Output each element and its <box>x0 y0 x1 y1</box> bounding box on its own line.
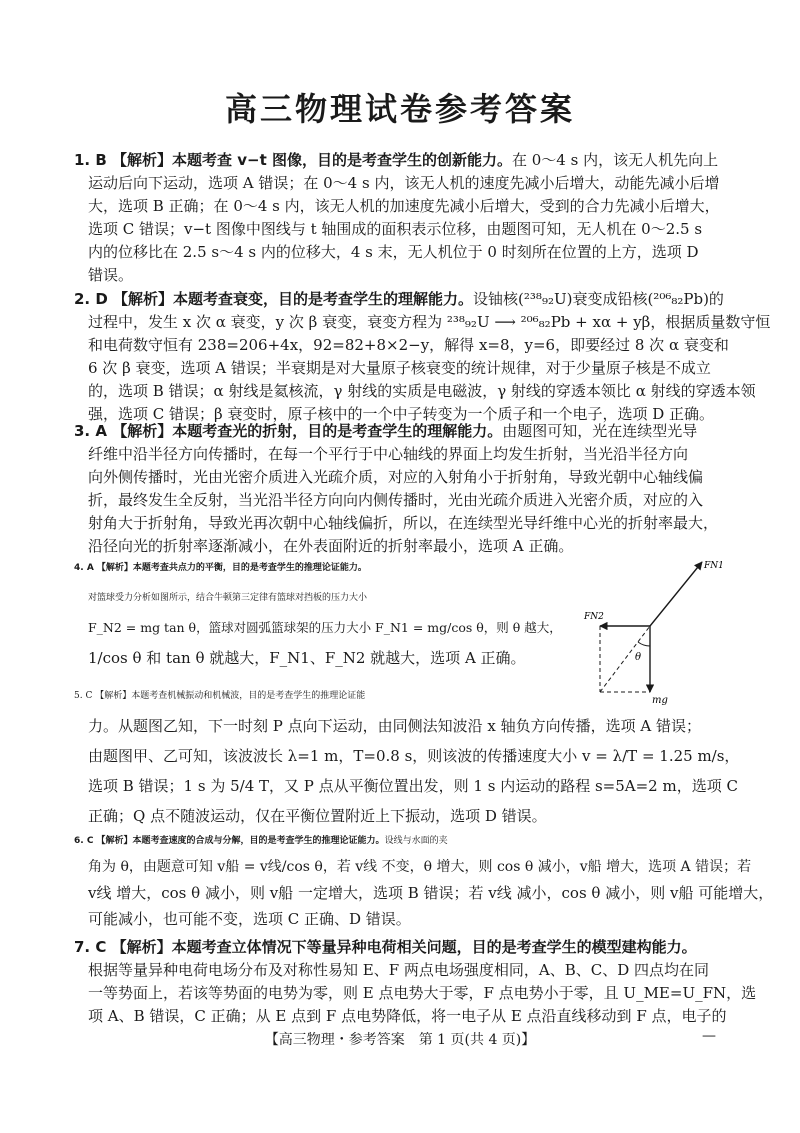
theta-arc <box>638 642 650 646</box>
answer-line: 内的位移比在 2.5 s～4 s 内的位移大，4 s 末，无人机位于 0 时刻所在位置的上方，选项 D <box>88 243 699 261</box>
analysis-heading: 7. C 【解析】本题考查立体情况下等量异种电荷相关问题，目的是考查学生的模型建构能力。 <box>74 938 697 956</box>
answer-line: 强，选项 C 错误；β 衰变时，原子核中的一个中子转变为一个质子和一个电子，选项 D 正确。 <box>88 405 715 423</box>
answer-line: 力。从题图乙知，下一时刻 P 点向下运动，由同侧法知波沿 x 轴负方向传播，选项 A 错误； <box>88 717 701 735</box>
page-footer: 【高三物理・参考答案 第 1 页(共 4 页)】 <box>264 1032 536 1048</box>
answer-line: 折，最终发生全反射，当光沿半径方向向内侧传播时，光由光疏介质进入光密介质，对应的入 <box>88 491 704 509</box>
answer-line: 1/cos θ 和 tan θ 就越大，F_N1、F_N2 就越大，选项 A 正确。 <box>88 649 526 667</box>
answer-line: 和电荷数守恒有 238=206+4x，92=82+8×2−y，解得 x=8，y=6，即要经过 8 次 α 衰变和 <box>88 336 729 354</box>
answer-line: 正确；Q 点不随波运动，仅在平衡位置附近上下振动，选项 D 错误。 <box>88 807 547 825</box>
answer-4 <box>74 553 562 673</box>
answer-line: 项 A、B 错误，C 正确；从 E 点到 F 点电势降低，将一电子从 E 点沿直线移动到 F 点，电子的 <box>88 1007 727 1025</box>
analysis-heading: 6. C 【解析】本题考查速度的合成与分解，目的是考查学生的推理论证能力。 <box>74 836 385 846</box>
analysis-heading: 1. B 【解析】本题考查 v−t 图像，目的是考查学生的创新能力。 <box>74 151 512 169</box>
fn1-arrow <box>650 562 702 626</box>
answer-line: 向外侧传播时，光由光密介质进入光疏介质，对应的入射角小于折射角，导致光朝中心轴线偏 <box>88 468 704 486</box>
answer-line: 错误。 <box>88 266 134 284</box>
answer-1 <box>74 149 720 287</box>
theta-label: θ <box>635 652 642 663</box>
answer-line: 大，选项 B 正确；在 0～4 s 内，该无人机的加速度先减小后增大，受到的合力先减小后增大， <box>88 197 720 215</box>
answer-5 <box>74 681 739 831</box>
footer-mark: — <box>702 1028 716 1044</box>
fn2-label: FN2 <box>584 612 604 622</box>
answer-line: 纤维中沿半径方向传播时，在每一个平行于中心轴线的界面上均发生折射，当光沿半径方向 <box>88 445 689 463</box>
answer-7 <box>74 936 756 1028</box>
answer-line: F_N2 = mg tan θ，篮球对圆弧篮球架的压力大小 F_N1 = mg/cos θ，则 θ 越大， <box>88 620 562 635</box>
fn1-label: FN1 <box>704 561 724 571</box>
answer-line: 一等势面上，若该等势面的电势为零，则 E 点电势大于零，F 点电势小于零，且 U_ME=U_FN，选 <box>88 984 757 1002</box>
answer-line: 对篮球受力分析如图所示，结合牛顿第三定律有篮球对挡板的压力大小 <box>88 593 368 603</box>
answer-line: 沿径向光的折射率逐渐减小，在外表面附近的折射率最小，选项 A 正确。 <box>88 537 574 555</box>
analysis-heading: 3. A 【解析】本题考查光的折射，目的是考查学生的理解能力。 <box>74 422 503 440</box>
mg-label: mg <box>652 695 668 706</box>
answer-line <box>74 553 562 583</box>
page-title: 高三物理试卷参考答案 <box>224 90 575 128</box>
answer-line: 运动后向下运动，选项 A 错误；在 0～4 s 内，该无人机的速度先减小后增大，动能先减小后增 <box>88 174 720 192</box>
answer-line: 6 次 β 衰变，选项 A 错误；半衰期是对大量原子核衰变的统计规律，对于少量原子核是不成立 <box>88 359 711 377</box>
answer-3 <box>74 420 718 558</box>
answer-line: 根据等量异种电荷电场分布及对称性易知 E、F 两点电场强度相同，A、B、C、D 四点均在同 <box>88 961 710 979</box>
answer-line: 角为 θ，由题意可知 v船 = v线/cos θ，若 v线 不变，θ 增大，则 cos θ 减小，v船 增大，选项 A 错误；若 <box>88 859 752 875</box>
answer-line: v线 增大，cos θ 减小，则 v船 一定增大，选项 B 错误；若 v线 减小，cos θ 减小，则 v船 可能增大， <box>88 884 774 902</box>
answer-2 <box>74 288 770 426</box>
answer-line: 5. C 【解析】本题考查机械振动和机械波，目的是考查学生的推理论证能 <box>74 691 366 701</box>
answer-line: 2. D 【解析】本题考查衰变，目的是考查学生的理解能力。设铀核(²³⁸₉₂U)衰变成铅核(²⁰⁶₈₂Pb)的 <box>74 290 724 308</box>
answer-line: 由题图甲、乙可知，该波波长 λ=1 m，T=0.8 s，则该波的传播速度大小 v = λ/T = 1.25 m/s， <box>88 747 740 765</box>
answer-line: 过程中，发生 x 次 α 衰变，y 次 β 衰变，衰变方程为 ²³⁸₉₂U ⟶ ²⁰⁶₈₂Pb + xα + yβ，根据质量数守恒 <box>88 313 771 331</box>
analysis-heading: 2. D 【解析】本题考查衰变，目的是考查学生的理解能力。 <box>74 290 474 308</box>
answer-line <box>74 936 756 959</box>
answer-line: 可能减小，也可能不变，选项 C 正确、D 错误。 <box>88 910 411 928</box>
answer-line: 选项 C 错误；v−t 图像中图线与 t 轴围成的面积表示位移，由题图可知，无人机在 0～2.5 s <box>88 220 703 238</box>
analysis-heading: 4. A 【解析】本题考查共点力的平衡，目的是考查学生的推理论证能力。 <box>74 563 367 573</box>
answer-line: 射角大于折射角，导致光再次朝中心轴线偏折，所以，在连续型光导纤维中心光的折射率最大， <box>88 514 719 532</box>
answer-6 <box>74 828 773 932</box>
answer-line: 选项 B 错误；1 s 为 5/4 T，又 P 点从平衡位置出发，则 1 s 内运动的路程 s=5A=2 m，选项 C <box>88 777 738 795</box>
answer-line: 的，选项 B 错误；α 射线是氦核流，γ 射线的实质是电磁波，γ 射线的穿透本领比 α 射线的穿透本领 <box>88 382 756 400</box>
answer-line: 1. B 【解析】本题考查 v−t 图像，目的是考查学生的创新能力。在 0～4 s 内，该无人机先向上 <box>74 151 719 169</box>
answer-line: 6. C 【解析】本题考查速度的合成与分解，目的是考查学生的推理论证能力。设线与水面的夹 <box>74 836 448 846</box>
answer-line: 3. A 【解析】本题考查光的折射，目的是考查学生的理解能力。由题图可知，光在连续型光导 <box>74 422 698 440</box>
